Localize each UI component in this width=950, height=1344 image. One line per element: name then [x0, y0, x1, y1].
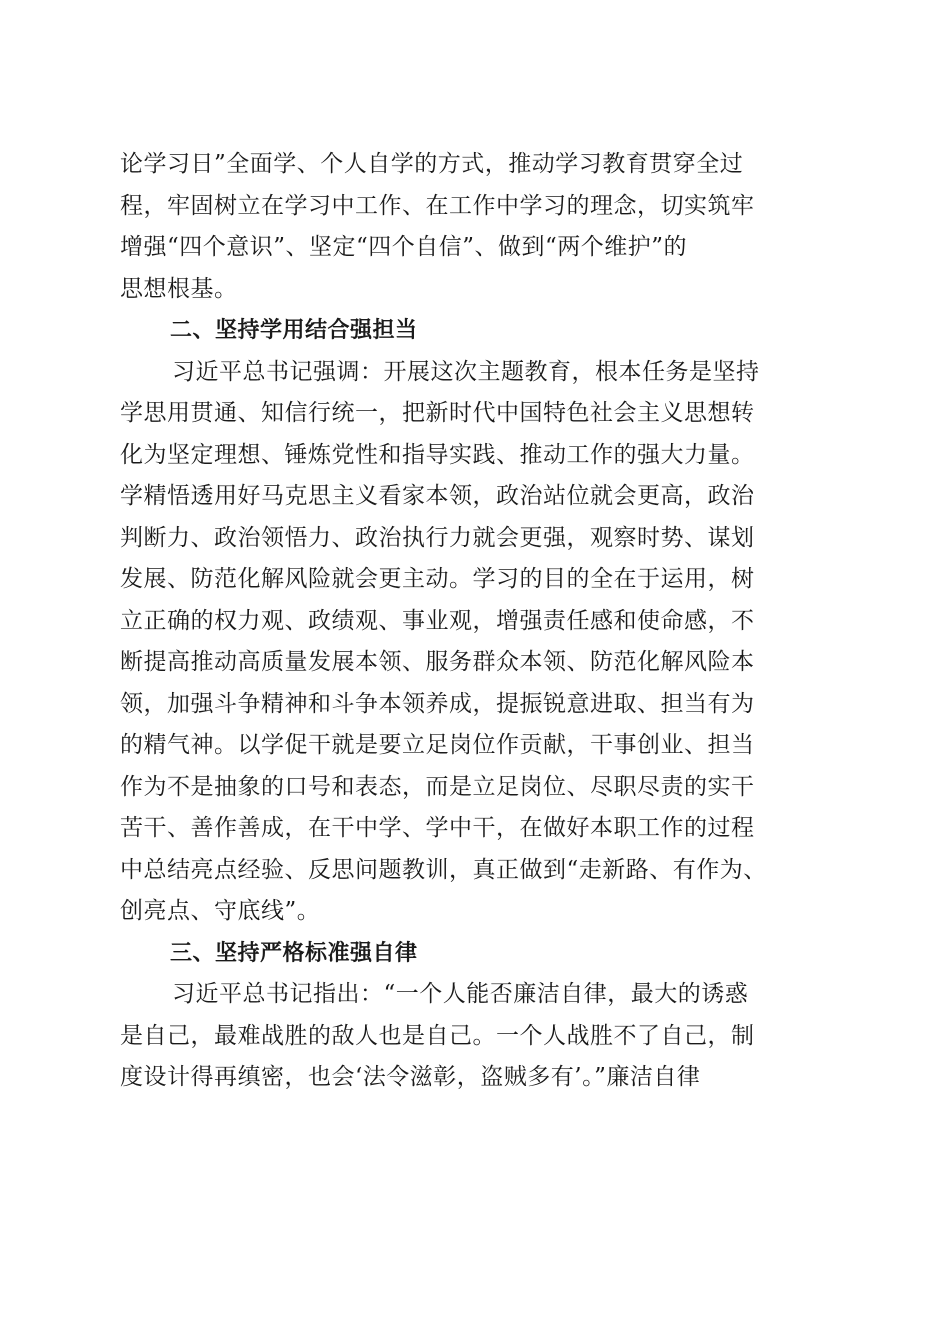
text-line: 苦干、善作善成，在干中学、学中干，在做好本职工作的过程	[120, 815, 755, 841]
text-line: 是自己，最难战胜的敌人也是自己。一个人战胜不了自己，制	[120, 1022, 755, 1049]
text-line: 中总结亮点经验、反思问题教训，真正做到“走新路、有作为、	[120, 856, 767, 883]
text-line: 的精气神。以学促干就是要立足岗位作贡献，干事创业、担当	[120, 732, 755, 758]
document-body	[120, 144, 832, 1099]
text-line: 化为坚定理想、锤炼党性和指导实践、推动工作的强大力量。	[120, 441, 755, 468]
section-heading-2: 二、坚持学用结合强担当	[170, 318, 418, 343]
text-line: 程，牢固树立在学习中工作、在工作中学习的理念，切实筑牢	[120, 192, 755, 219]
text-line: 领，加强斗争精神和斗争本领养成，提振锐意进取、担当有为	[120, 690, 755, 717]
text-line: 思想根基。	[120, 275, 238, 302]
text-line: 断提高推动高质量发展本领、服务群众本领、防范化解风险本	[120, 649, 755, 675]
text-line: 作为不是抽象的口号和表态，而是立足岗位、尽职尽责的实干	[120, 773, 755, 800]
text-line: 创亮点、守底线”。	[120, 898, 321, 924]
text-line: 发展、防范化解风险就会更主动。学习的目的全在于运用，树	[120, 566, 755, 592]
text-line: 度设计得再缜密，也会‘法令滋彰，盗贼多有’。”廉洁自律	[120, 1064, 701, 1090]
text-line: 判断力、政治领悟力、政治执行力就会更强，观察时势、谋划	[120, 524, 755, 551]
text-line: 学思用贯通、知信行统一，把新时代中国特色社会主义思想转	[120, 400, 755, 426]
text-line: 习近平总书记指出：“一个人能否廉洁自律，最大的诱惑	[172, 981, 749, 1007]
text-line: 论学习日”全面学、个人自学的方式，推动学习教育贯穿全过	[120, 151, 744, 177]
text-line: 习近平总书记强调：开展这次主题教育，根本任务是坚持	[172, 358, 760, 385]
text-line: 学精悟透用好马克思主义看家本领，政治站位就会更高，政治	[120, 483, 755, 509]
text-line: 立正确的权力观、政绩观、事业观，增强责任感和使命感，不	[120, 607, 755, 634]
text-line: 增强“四个意识”、坚定“四个自信”、做到“两个维护”的	[120, 234, 688, 260]
section-heading-3: 三、坚持严格标准强自律	[170, 940, 418, 966]
